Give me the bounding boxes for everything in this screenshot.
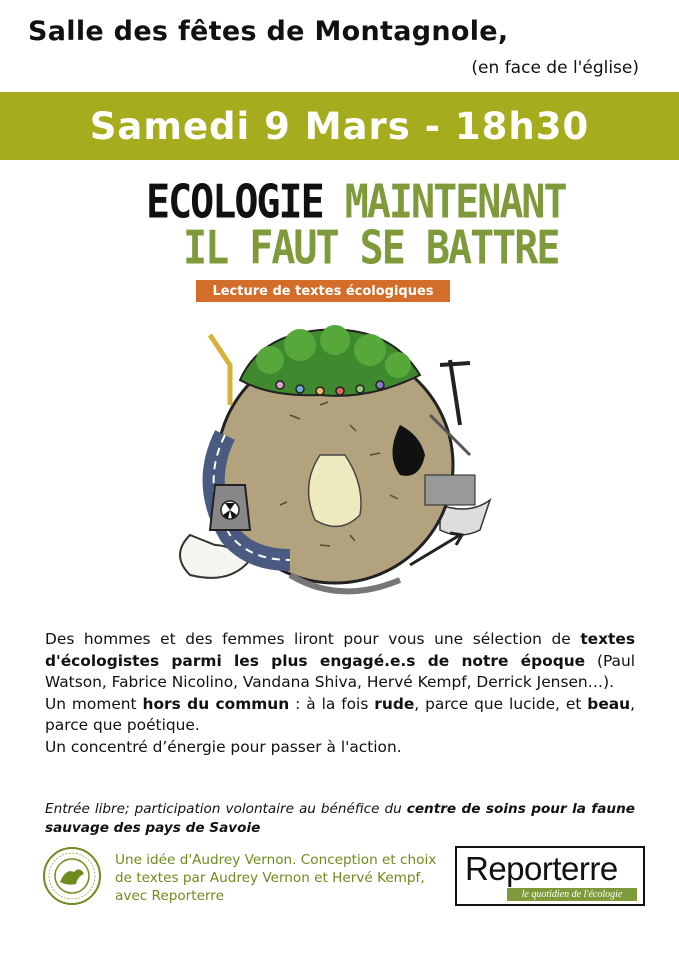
p1-bold: textes d'écologistes parmi les plus engagé.e.s de notre époque [45,630,635,670]
description-paragraph-3: Un concentré d’énergie pour passer à l'action. [45,737,402,756]
poster-title-line1 [146,176,566,229]
reporterre-name: Reporterre [465,850,618,887]
entry-info [45,800,635,838]
poster-tag: Lecture de textes écologiques [196,280,450,302]
earth-illustration [170,305,500,615]
p2-text-b: : à la fois [289,694,375,713]
p2-text-c: , parce que lucide, et [414,694,588,713]
entry-text: Entrée libre; participation volontaire au bénéfice du [45,801,407,817]
date-banner [0,92,679,160]
venue-subtitle: (en face de l'église) [471,58,639,78]
reporterre-tagline: le quotidien de l'écologie [507,888,637,901]
poster-title-line2: IL FAUT SE BATTRE [183,222,559,275]
description-paragraph-2 [45,694,635,737]
reporterre-logo[interactable] [455,846,645,906]
p2-bold-3: beau [587,694,631,713]
p1-text-a: Des hommes et des femmes liront pour vous une sélection de [45,630,581,648]
poster-title-word2: MAINTENANT [344,176,566,229]
poster-title-word1: ECOLOGIE [146,176,323,229]
p2-bold-2: rude [374,694,415,713]
p2-text-a: Un moment [45,694,143,713]
venue-title: Salle des fêtes de Montagnole, [28,16,509,47]
p2-text-d: , parce que poétique. [45,694,636,734]
entry-bold: centre de soins pour la faune sauvage des pays de Savoie [45,801,635,836]
credit-text: Une idée d'Audrey Vernon. Conception et choix de textes par Audrey Vernon et Hervé Kempf, avec Reporterre [115,852,437,904]
wildlife-center-logo [42,846,102,906]
p1-text-b: (Paul Watson, Fabrice Nicolino, Vandana Shiva, Hervé Kempf, Derrick Jensen…). [45,651,636,691]
description-paragraph-1 [45,629,635,694]
description [45,629,635,758]
p2-bold-1: hors du commun [142,694,290,713]
date-time: Samedi 9 Mars - 18h30 [89,104,590,148]
